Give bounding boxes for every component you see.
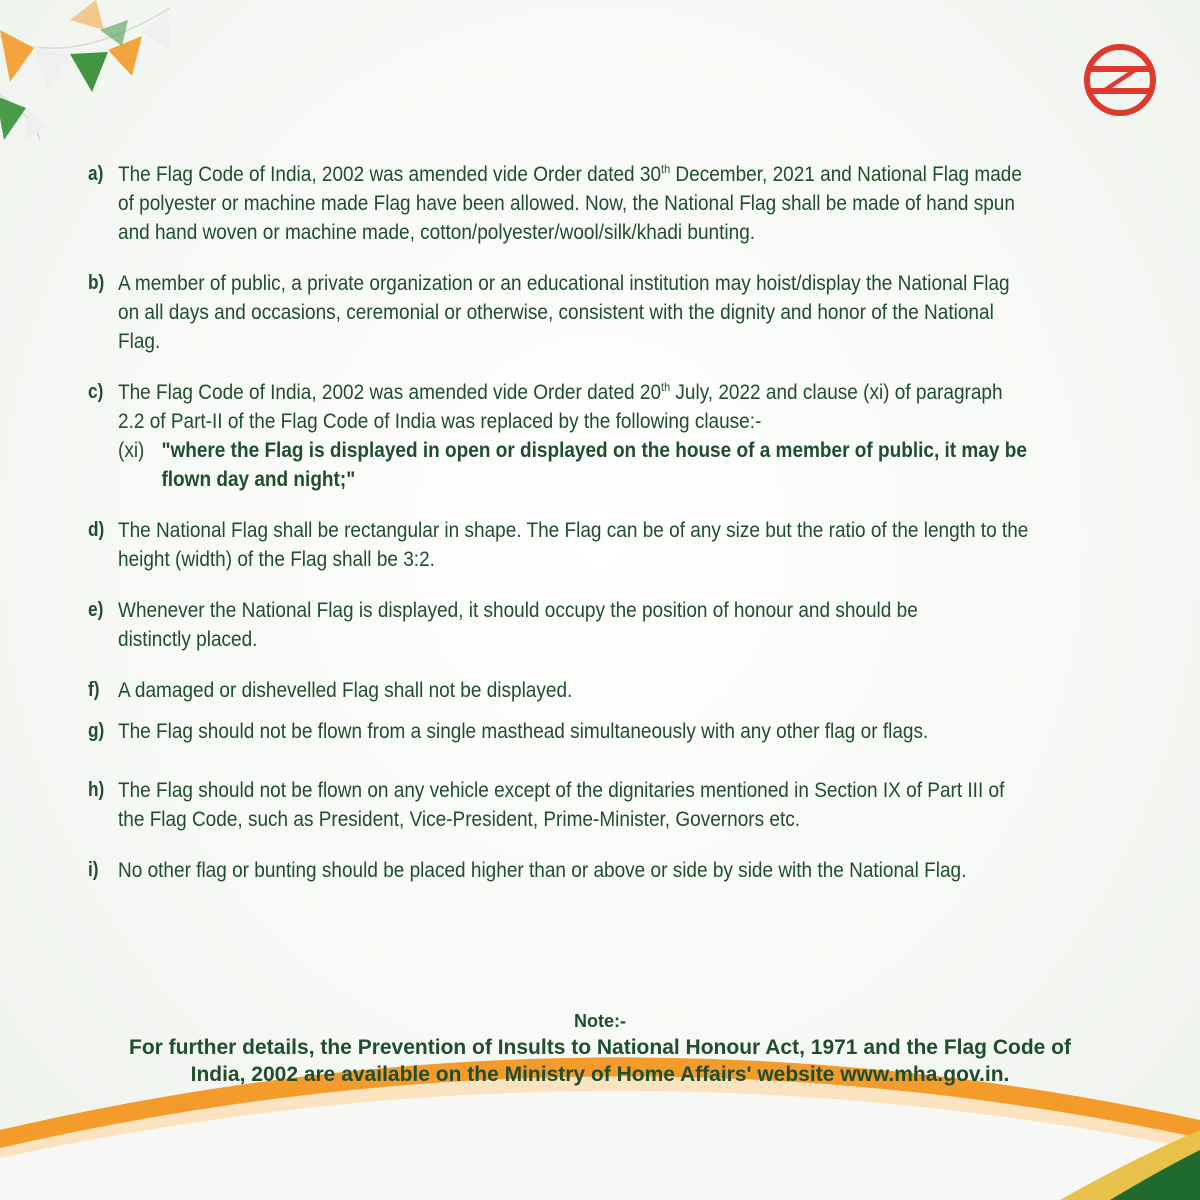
bunting-flag-saffron xyxy=(108,36,142,76)
bunting-flag-green xyxy=(0,96,26,140)
item-text: The Flag should not be flown from a single masthead simultaneously with any other flag or flags. xyxy=(118,720,929,743)
bunting-flag-white xyxy=(34,46,70,92)
bunting-flag-white xyxy=(24,108,48,142)
list-item-b xyxy=(88,269,1128,356)
list-item-f xyxy=(88,676,1128,705)
list-item-e xyxy=(88,596,1128,654)
bunting-flag-green xyxy=(100,20,128,46)
list-item-d xyxy=(88,516,1128,574)
item-marker: a) xyxy=(88,163,104,185)
list-item-i xyxy=(88,856,1128,885)
item-marker: f) xyxy=(88,679,100,701)
list-item-c xyxy=(88,378,1128,494)
item-text: The National Flag shall be rectangular in shape. The Flag can be of any size but the ratio of the length to the height (width) of the Flag shall be 3:2. xyxy=(118,519,1029,571)
flag-code-rules-list xyxy=(88,160,1128,907)
item-text: No other flag or bunting should be placed higher than or above or side by side with the National Flag. xyxy=(118,859,967,882)
item-marker: e) xyxy=(88,599,104,621)
item-marker: d) xyxy=(88,519,105,541)
clause-label: (xi) xyxy=(118,439,145,462)
clause-xi xyxy=(118,436,1032,494)
item-text: A member of public, a private organization or an educational institution may hoist/display the National Flag on all days and occasions, ceremonial or otherwise, consistent with the dignity and honor of the National Flag. xyxy=(118,272,1010,353)
item-marker: b) xyxy=(88,272,105,294)
item-text: The Flag should not be flown on any vehicle except of the dignitaries mentioned in Section IX of Part III of the Flag Code, such as President, Vice-President, Prime-Minister, Governors etc. xyxy=(118,779,1005,831)
bunting-flag-saffron xyxy=(70,0,104,30)
note-label: Note:- xyxy=(574,1011,626,1031)
item-text: Whenever the National Flag is displayed, it should occupy the position of honour and should be distinctly placed. xyxy=(118,599,918,651)
note-section xyxy=(100,1008,1100,1088)
list-item-h xyxy=(88,776,1128,834)
bunting-flag-green xyxy=(70,52,108,92)
item-text: The Flag Code of India, 2002 was amended vide Order dated 20th July, 2022 and clause (xi) of paragraph 2.2 of Part-II of the Flag Code of India was replaced by the following clause:- (xi) "where the Flag is displayed in open or displayed on the house of a member of public, it may be flown day and night;" xyxy=(118,378,1032,494)
bunting-decoration xyxy=(0,0,200,150)
list-item-a xyxy=(88,160,1128,247)
item-marker: c) xyxy=(88,381,104,403)
item-marker: g) xyxy=(88,720,105,742)
metro-logo-icon xyxy=(1082,42,1158,118)
item-text: The Flag Code of India, 2002 was amended vide Order dated 30th December, 2021 and National Flag made of polyester or machine made Flag have been allowed. Now, the National Flag shall be made of hand spun and hand woven or machine made, cotton/polyester/wool/silk/khadi bunting. xyxy=(118,162,1022,244)
list-item-g xyxy=(88,717,1128,746)
clause-text: "where the Flag is displayed in open or displayed on the house of a member of public, it may be flown day and night;" xyxy=(161,439,1027,491)
bunting-flag-saffron xyxy=(0,30,34,82)
note-text: For further details, the Prevention of Insults to National Honour Act, 1971 and the Flag Code of India, 2002 are available on the Ministry of Home Affairs' website www.mha.gov.in. xyxy=(129,1036,1071,1086)
item-marker: h) xyxy=(88,779,105,801)
item-marker: i) xyxy=(88,859,99,881)
item-text: A damaged or dishevelled Flag shall not be displayed. xyxy=(118,679,573,702)
